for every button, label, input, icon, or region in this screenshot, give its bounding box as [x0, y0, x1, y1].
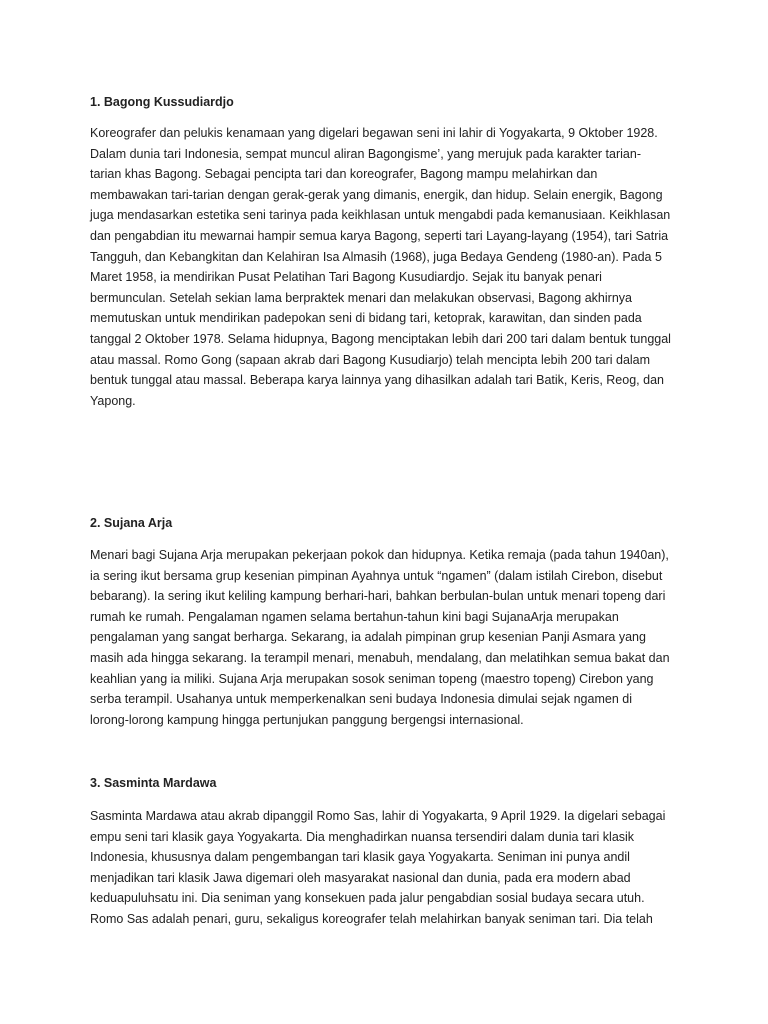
text-line: pengalaman yang sangat berharga. Sekarang, ia adalah pimpinan grup kesenian Panji Asmara yang [90, 630, 646, 645]
section-2-paragraph [90, 545, 690, 730]
text-line: juga mendasarkan estetika seni tarinya pada keikhlasan untuk mengabdi pada kemanusiaan. Keikhlasan [90, 208, 671, 223]
text-line: Romo Sas adalah penari, guru, sekaligus koreografer telah melahirkan banyak seniman tari. Dia telah [90, 911, 653, 926]
text-line: Indonesia, khususnya dalam pengembangan tari klasik gaya Yogyakarta. Seniman ini punya andil [90, 850, 630, 865]
text-line: membawakan tari-tarian dengan gerak-gerak yang dimanis, energik, dan hidup. Selain energik, Bagong [90, 187, 663, 202]
text-line: Sasminta Mardawa atau akrab dipanggil Romo Sas, lahir di Yogyakarta, 9 April 1929. Ia digelari sebagai [90, 809, 666, 823]
text-line: serba terampil. Usahanya untuk memperkenalkan seni budaya Indonesia dimulai sejak ngamen di [90, 692, 632, 707]
text-line: Yapong. [90, 393, 136, 408]
text-line: Koreografer dan pelukis kenamaan yang digelari begawan seni ini lahir di Yogyakarta, 9 Oktober 1928. [90, 126, 658, 140]
section-2-heading: 2. Sujana Arja [90, 516, 173, 530]
text-line: empu seni tari klasik gaya Yogyakarta. Dia menghadirkan nuansa tersendiri dalam dunia tari klasik [90, 829, 635, 844]
text-line: masih ada hingga sekarang. Ia terampil menari, menabuh, mendalang, dan melatihkan semua bakat dan [90, 650, 670, 665]
text-line: atau massal. Romo Gong (sapaan akrab dari Bagong Kusudiarjo) telah mencipta lebih 200 tari dalam [90, 352, 651, 367]
text-line: lorong-lorong kampung hingga pertunjukan panggung bergengsi internasional. [90, 712, 524, 727]
text-line: keduapuluhsatu ini. Dia seniman yang konsekuen pada jalur pengabdian sosial budaya secara utuh. [90, 891, 645, 906]
text-line: Maret 1958, ia mendirikan Pusat Pelatihan Tari Bagong Kusudiardjo. Sejak itu banyak penari [90, 270, 602, 285]
section-1-heading: 1. Bagong Kussudiardjo [90, 95, 234, 109]
text-line: bentuk tunggal atau massal. Beberapa karya lainnya yang dihasilkan adalah tari Batik, Keris, Reog, dan [90, 373, 664, 388]
text-line: bebarang). Ia sering ikut keliling kampung berhari-hari, bahkan berbulan-bulan untuk menari topeng dari [90, 589, 666, 604]
text-line: Tangguh, dan Kebangkitan dan Kelahiran Isa Almasih (1968), juga Bedaya Gendeng (1980-an). Pada 5 [90, 249, 662, 264]
section-3-paragraph [90, 806, 690, 930]
text-line: menjadikan tari klasik Jawa digemari oleh masyarakat nasional dan dunia, pada era modern abad [90, 870, 631, 885]
text-line: Dalam dunia tari Indonesia, sempat muncul aliran Bagongisme’, yang merujuk pada karakter tarian- [90, 146, 641, 161]
text-line: memutuskan untuk mendirikan padepokan seni di bidang tari, ketoprak, karawitan, dan sinden pada [90, 311, 642, 326]
section-3-heading: 3. Sasminta Mardawa [90, 776, 217, 790]
text-line: bermunculan. Setelah sekian lama berpraktek menari dan melakukan observasi, Bagong akhirnya [90, 290, 632, 305]
text-line: tarian khas Bagong. Sebagai pencipta tari dan koreografer, Bagong mampu melahirkan dan [90, 167, 598, 182]
text-line: Menari bagi Sujana Arja merupakan pekerjaan pokok dan hidupnya. Ketika remaja (pada tahun 1940an), [90, 548, 669, 562]
text-line: dan pengabdian itu mewarnai hampir semua karya Bagong, seperti tari Layang-layang (1954), tari Satria [90, 228, 669, 243]
text-line: keahlian yang ia miliki. Sujana Arja merupakan sosok seniman topeng (maestro topeng) Cirebon yang [90, 671, 654, 686]
text-line: rumah ke rumah. Pengalaman ngamen selama bertahun-tahun kini bagi SujanaArja merupakan [90, 609, 619, 624]
section-1-paragraph [90, 123, 690, 411]
text-line: ia sering ikut bersama grup kesenian pimpinan Ayahnya untuk “ngamen” (dalam istilah Cirebon, disebut [90, 568, 663, 583]
text-line: tanggal 2 Oktober 1978. Selama hidupnya, Bagong menciptakan lebih dari 200 tari dalam bentuk tunggal [90, 331, 671, 346]
